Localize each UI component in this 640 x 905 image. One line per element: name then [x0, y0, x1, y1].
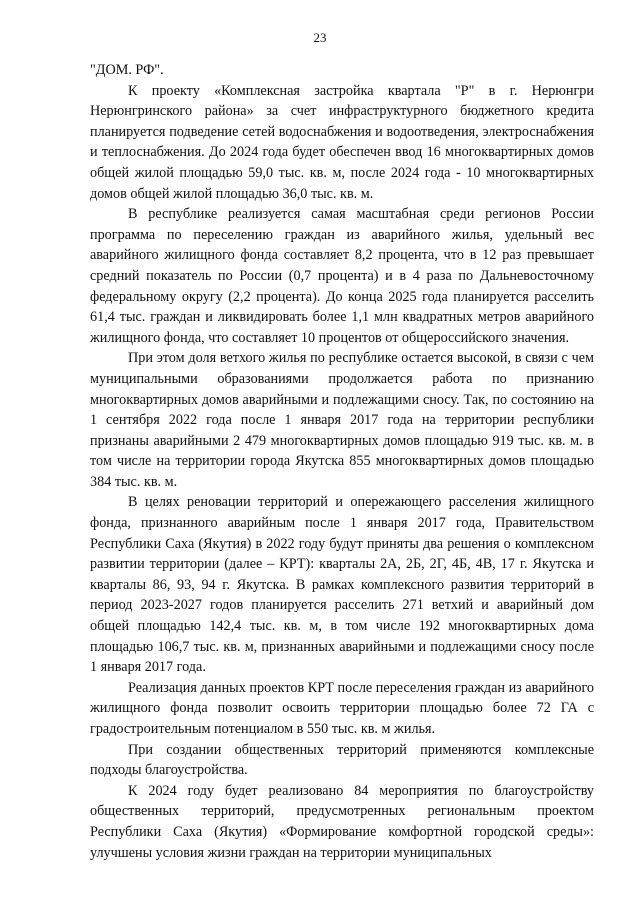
- paragraph: Реализация данных проектов КРТ после переселения граждан из аварийного жилищного фонда позволит освоить территории площадью более 72 ГА с градостроительным потенциалом в 550 тыс. кв. м жилья.: [90, 679, 594, 737]
- paragraph: К проекту «Комплексная застройка квартала "Р" в г. Нерюнгри Нерюнгринского района» за счет инфраструктурного бюджетного кредита планируется подведение сетей водоснабжения и водоотведения, электроснабжения и теплоснабжения. До 2024 года будет обеспечен ввод 16 многоквартирных домов общей жилой площадью 59,0 тыс. кв. м, после 2024 года - 10 многоквартирных домов общей жилой площадью 36,0 тыс. кв. м.: [90, 82, 594, 202]
- page-number: 23: [313, 30, 327, 45]
- paragraph: В целях реновации территорий и опережающего расселения жилищного фонда, признанного аварийным после 1 января 2017 года, Правительством Республики Саха (Якутия) в 2022 году будут приняты два решения о комплексном развитии территории (далее – КРТ): кварталы 2А, 2Б, 2Г, 4Б, 4В, 17 г. Якутска и кварталы 86, 93, 94 г. Якутска. В рамках комплексного развития территорий в период 2023-2027 годов планируется расселить 271 ветхий и аварийный дом общей площадью 142,4 тыс. кв. м, в том числе 192 многоквартирных дома площадью 106,7 тыс. кв. м, признанных аварийными и подлежащими сносу после 1 января 2017 года.: [90, 494, 594, 676]
- paragraph: К 2024 году будет реализовано 84 мероприятия по благоустройству общественных территорий, предусмотренных региональным проектом Республики Саха (Якутия) «Формирование комфортной городской среды»: улучшены условия жизни граждан на территории муниципальных: [90, 782, 594, 861]
- document-body: [90, 60, 594, 863]
- paragraph: При создании общественных территорий применяются комплексные подходы благоустройства.: [90, 741, 594, 779]
- paragraph: В республике реализуется самая масштабная среди регионов России программа по переселению граждан из аварийного жилья, удельный вес аварийного жилищного фонда составляет 8,2 процента, что в 12 раз превышает средний показатель по России (0,7 процента) и в 4 раза по Дальневосточному федеральному округу (2,2 процента). До конца 2025 года планируется расселить 61,4 тыс. граждан и ликвидировать более 1,1 млн квадратных метров аварийного жилищного фонда, что составляет 10 процентов от общероссийского значения.: [90, 206, 594, 346]
- paragraph: При этом доля ветхого жилья по республике остается высокой, в связи с чем муниципальными образованиями продолжается работа по признанию многоквартирных домов аварийными и подлежащими сносу. Так, по состоянию на 1 сентября 2022 года после 1 января 2017 года на территории республики признаны аварийными 2 479 многоквартирных домов площадью 919 тыс. кв. м. в том числе на территории города Якутска 855 многоквартирных домов площадью 384 тыс. кв. м.: [90, 350, 594, 490]
- paragraph: "ДОМ. РФ".: [90, 62, 164, 78]
